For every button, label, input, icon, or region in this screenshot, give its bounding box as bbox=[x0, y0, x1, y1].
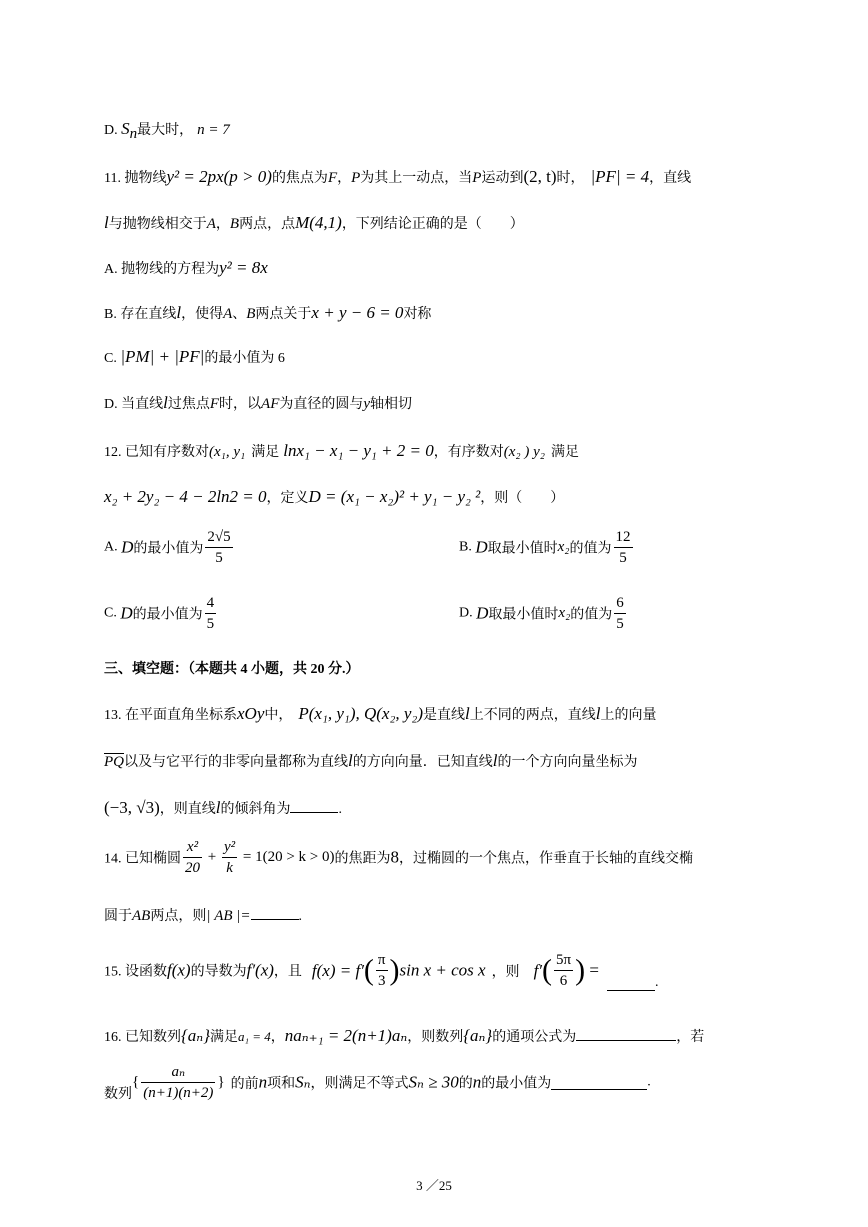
question-12-line2: x₂ + 2y₂ − 4 − 2ln2 = 0，定义D = (x₁ − x₂)² + y₁ − y₂ ²，则（ ） bbox=[104, 487, 565, 506]
question-13-line1: 13. 在平面直角坐标系xOy中， P(x₁, y₁), Q(x₂, y₂)是直线l上不同的两点，直线l上的向量 bbox=[104, 704, 657, 723]
option-c-q11: C. |PM| + |PF|的最小值为 6 bbox=[104, 347, 285, 366]
option-c-q12: C. D的最小值为 $\frac{4}{5}$ bbox=[104, 595, 215, 632]
page-number: 3 ／25 bbox=[416, 1178, 452, 1193]
answer-blank-16a[interactable] bbox=[576, 1026, 676, 1041]
option-a-q12: A. D的最小值为 $\frac{2√5}{5}$ bbox=[104, 529, 231, 566]
answer-blank-13[interactable] bbox=[290, 798, 338, 813]
question-12-line1: 12. 已知有序数对(x₁, y₁ 满足 lnx₁ − x₁ − y₁ + 2 = 0，有序数对(x₂ ) y₂ 满足 bbox=[104, 441, 579, 460]
option-b-q12: B. D取最小值时x₂的值为 $\frac{12}{5}$ bbox=[459, 529, 631, 566]
answer-blank-16b[interactable] bbox=[551, 1075, 647, 1090]
answer-blank-14[interactable] bbox=[251, 905, 299, 920]
question-16-line2: 数列{ $\frac{\text{aₙ}}{(n+1)(n+2)}$ } 的前n项和Sₙ，则满足不等式Sₙ ≥ 30的n的最小值为 . bbox=[104, 1064, 651, 1102]
option-d-q10: D. $S_n$最大时， n = 7 bbox=[104, 119, 230, 142]
section-3-heading: 三、填空题：（本题共 4 小题，共 20 分.） bbox=[104, 662, 360, 677]
option-d-q11: D. 当直线l过焦点F时，以AF为直径的圆与y轴相切 bbox=[104, 393, 413, 412]
option-a-q11: A. 抛物线的方程为y² = 8x bbox=[104, 258, 268, 277]
question-14-line2: 圆于AB两点，则| AB |= . bbox=[104, 905, 302, 928]
question-13-line2: PQ以及与它平行的非零向量都称为直线l的方向向量．已知直线l的一个方向向量坐标为 bbox=[104, 751, 638, 770]
question-11-line2: l与抛物线相交于A，B两点，点M(4,1)，下列结论正确的是（ ） bbox=[104, 213, 524, 232]
question-15: 15. 设函数f(x)的导数为f′(x)，且 f(x) = f′( $\frac{\pi}{3}$ )sin x + cos x ，则 f′( $\frac{5\pi}{6}$ ) =. bbox=[104, 952, 659, 990]
option-d-q12: D. D取最小值时x₂的值为 $\frac{6}{5}$ bbox=[459, 595, 624, 632]
question-13-line3: (−3, √3)，则直线l的倾斜角为 . bbox=[104, 798, 342, 817]
question-16-line1: 16. 已知数列{aₙ}满足a₁ = 4，naₙ₊₁ = 2(n+1)aₙ，则数列{aₙ}的通项公式为 ，若 bbox=[104, 1026, 705, 1045]
answer-blank-15[interactable] bbox=[607, 976, 655, 991]
question-11-line1: 11. 抛物线y² = 2px(p > 0)的焦点为F，P为其上一动点，当P运动到(2, t)时， |PF| = 4，直线 bbox=[104, 167, 692, 186]
option-b-q11: B. 存在直线l，使得A、B两点关于x + y − 6 = 0对称 bbox=[104, 303, 432, 322]
question-14-line1: 14. 已知椭圆 $\frac{\text{x²}}{20}$ + $\frac{\text{y²}}{k}$ = 1(20 > k > 0)的焦距为8，过椭圆的一个焦点，作垂直于长轴的直线交椭 bbox=[104, 839, 693, 876]
